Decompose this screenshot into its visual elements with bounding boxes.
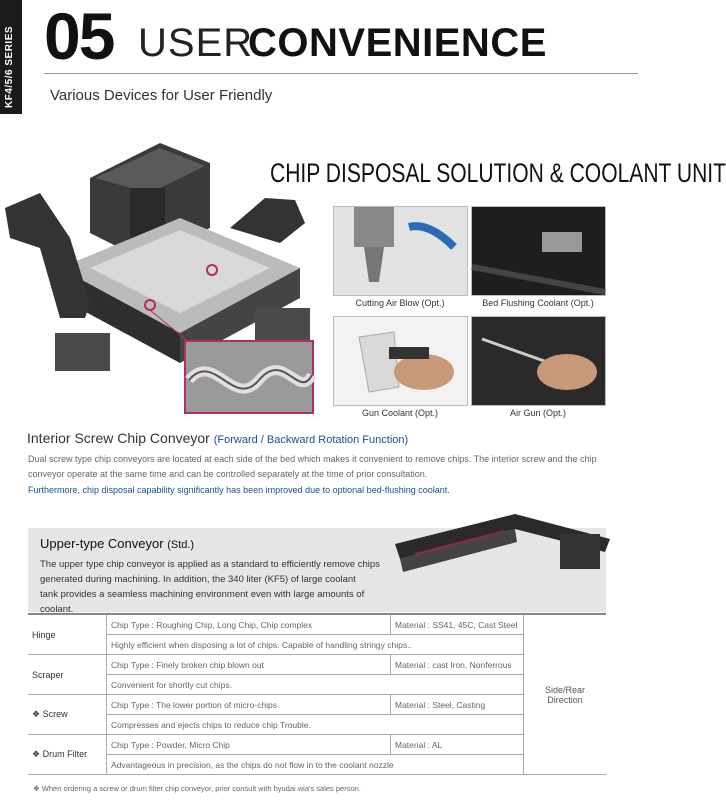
conveyor-type-scraper: Scraper	[28, 655, 107, 695]
table-row	[28, 635, 606, 655]
table-row	[28, 755, 606, 775]
header-divider	[44, 73, 638, 74]
upper-conveyor-title: Upper-type Conveyor	[40, 536, 164, 551]
chapter-number: 05	[44, 0, 114, 73]
conveyor-type-screw: ❖ Screw	[28, 695, 107, 735]
note-cell: Compresses and ejects chips to reduce chip Trouble.	[107, 715, 524, 735]
direction-cell: Side/Rear Direction	[524, 614, 607, 775]
photo-caption: Bed Flushing Coolant (Opt.)	[482, 298, 594, 308]
table-row	[28, 614, 606, 635]
table-row	[28, 655, 606, 675]
material-cell: Material : Steel, Casting	[391, 695, 524, 715]
note-cell: Advantageous in precision, as the chips do not flow in to the coolant nozzle	[107, 755, 524, 775]
interior-conveyor-title: Interior Screw Chip Conveyor	[27, 430, 210, 446]
interior-paragraph-highlight: Furthermore, chip disposal capability significantly has been improved due to optional bed-flushing coolant.	[28, 485, 450, 495]
interior-conveyor-heading	[27, 430, 408, 446]
conveyor-type-hinge: Hinge	[28, 614, 107, 655]
upper-conveyor-description	[40, 557, 400, 617]
note-cell: Highly efficient when disposing a lot of chips. Capable of handling stringy chips..	[107, 635, 524, 655]
chip-type-cell: Chip Type : Finely broken chip blown out	[107, 655, 391, 675]
material-cell: Material : cast Iron, Nonferrous	[391, 655, 524, 675]
cutting-air-blow-photo	[333, 206, 468, 296]
table-row	[28, 715, 606, 735]
upper-desc-line: generated during machining. In addition, the 340 liter (KF5) of large coolant	[40, 574, 356, 585]
series-label: KF4/5/6 SERIES	[4, 25, 15, 108]
screw-detail-image	[184, 340, 314, 414]
photo-caption: Cutting Air Blow (Opt.)	[355, 298, 445, 308]
conveyor-spec-table	[28, 613, 606, 775]
upper-desc-line: tank provides a seamless machining environment even with large amounts of coolant.	[40, 589, 365, 615]
material-cell: Material : SS41, 45C, Cast Steel	[391, 614, 524, 635]
photo-caption: Air Gun (Opt.)	[509, 408, 566, 418]
series-side-tab	[0, 0, 22, 114]
interior-paragraph-line: conveyor operate at the same time and can be controlled separately at the time of prior consultation.	[28, 469, 428, 479]
table-row	[28, 675, 606, 695]
note-cell: Convenient for shortly cut chips.	[107, 675, 524, 695]
bed-flushing-coolant-photo	[471, 206, 606, 296]
air-gun-photo	[471, 316, 606, 406]
conveyor-type-drum-filter: ❖ Drum Filter	[28, 735, 107, 775]
chapter-title-light: USER	[138, 21, 254, 65]
chip-type-cell: Chip Type : Powder, Micro Chip	[107, 735, 391, 755]
table-row	[28, 735, 606, 755]
table-row	[28, 695, 606, 715]
chapter-subtitle: Various Devices for User Friendly	[50, 87, 273, 104]
upper-desc-line: The upper type chip conveyor is applied as a standard to efficiently remove chips	[40, 559, 380, 570]
gun-coolant-photo	[333, 316, 468, 406]
interior-paragraph-line: Dual screw type chip conveyors are located at each side of the bed which makes it convenient to remove chips. The interior screw and the chip	[28, 454, 597, 464]
upper-conveyor-heading	[40, 536, 194, 551]
chip-type-cell: Chip Type : The lower portion of micro-chips	[107, 695, 391, 715]
upper-conveyor-std: (Std.)	[167, 539, 195, 551]
material-cell: Material : AL	[391, 735, 524, 755]
section-title: CHIP DISPOSAL SOLUTION & COOLANT UNIT	[270, 158, 726, 188]
footnote: ❖ When ordering a screw or drum filter chip conveyor, prior consult with hyudai wia's sales person.	[33, 784, 361, 793]
photo-caption: Gun Coolant (Opt.)	[361, 408, 439, 418]
upper-conveyor-illustration	[395, 494, 610, 584]
chip-type-cell: Chip Type : Roughing Chip, Long Chip, Chip complex	[107, 614, 391, 635]
chapter-title-bold: CONVENIENCE	[248, 21, 547, 65]
interior-conveyor-subtitle: (Forward / Backward Rotation Function)	[213, 434, 409, 446]
